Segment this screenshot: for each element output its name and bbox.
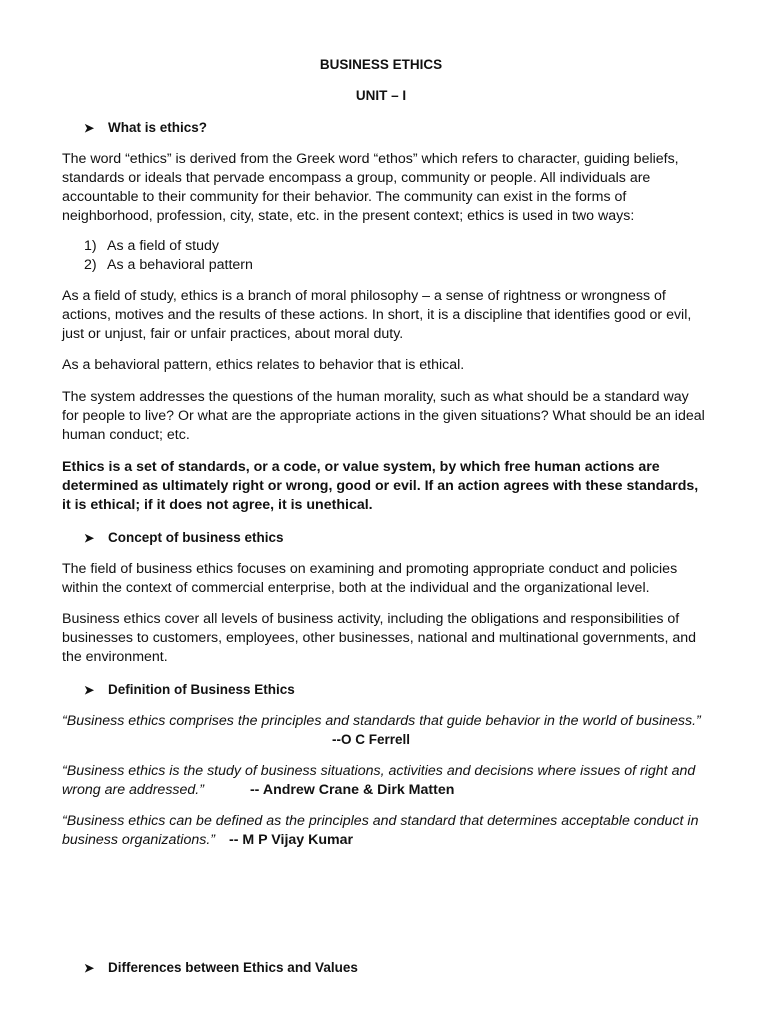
list-item: [84, 256, 253, 275]
heading-differences-ethics-values: [84, 958, 358, 978]
ethics-intro-paragraph: The word “ethics” is derived from the Greek word “ethos” which refers to character, guiding beliefs, standards or ideals that pervade encompass a group, community or people. All individuals are accountable to their community for their behavior. The community can exist in the forms of neighborhood, profession, city, state, etc. in the present context; ethics is used in two ways:: [62, 151, 679, 224]
quote-author-ferrell: --O C Ferrell: [331, 732, 410, 747]
ethics-definition-paragraph: Ethics is a set of standards, or a code, or value system, by which free human actions are determined as ultimately right or wrong, good or evil. If an action agrees with these standards, it is ethical; if it does not agree, it is unethical.: [62, 459, 699, 513]
quote-crane-matten: [62, 762, 702, 800]
list-item-number: 1): [84, 238, 97, 254]
list-item-text: As a behavioral pattern: [107, 257, 253, 273]
list-item-text: As a field of study: [107, 238, 219, 254]
heading-label: Definition of Business Ethics: [108, 682, 295, 697]
arrowhead-bullet-icon: ➤: [84, 531, 95, 545]
quote-author-crane-matten: -- Andrew Crane & Dirk Matten: [249, 782, 455, 798]
behavioral-pattern-paragraph: As a behavioral pattern, ethics relates to behavior that is ethical.: [62, 357, 465, 373]
arrowhead-bullet-icon: ➤: [84, 961, 95, 975]
quote-vijay-kumar: [62, 812, 702, 850]
heading-definition-business-ethics: [84, 680, 295, 700]
list-item-number: 2): [84, 257, 97, 273]
quote-text: “Business ethics is the study of business situations, activities and decisions where issues of right and wrong are addressed.”: [62, 763, 696, 798]
quote-text: “Business ethics can be defined as the principles and standard that determines acceptable conduct in business organizations.”: [62, 813, 699, 848]
quote-author-vijay-kumar: -- M P Vijay Kumar: [229, 832, 354, 848]
concept-paragraph-2: Business ethics cover all levels of business activity, including the obligations and responsibilities of businesses to customers, employees, other businesses, national and multinational governments, and the environment.: [62, 611, 697, 665]
heading-concept-business-ethics: [84, 528, 284, 548]
arrowhead-bullet-icon: ➤: [84, 683, 95, 697]
unit-title: UNIT – I: [355, 88, 407, 103]
ethics-usage-list: [84, 237, 253, 275]
list-item: [84, 237, 253, 256]
quote-ferrell: “Business ethics comprises the principles and standards that guide behavior in the world of business.”: [62, 713, 701, 729]
heading-label: Differences between Ethics and Values: [108, 960, 358, 975]
field-of-study-paragraph: As a field of study, ethics is a branch of moral philosophy – a sense of rightness or wrongness of actions, motives and the results of these actions. In short, it is a discipline that identifies good or evil, just or unjust, fair or unfair practices, about moral duty.: [62, 288, 692, 342]
heading-label: What is ethics?: [108, 120, 208, 135]
document-title: BUSINESS ETHICS: [319, 57, 443, 72]
heading-label: Concept of business ethics: [108, 530, 284, 545]
concept-paragraph-1: The field of business ethics focuses on examining and promoting appropriate conduct and policies within the context of commercial enterprise, both at the individual and the organizational level.: [62, 561, 678, 596]
arrowhead-bullet-icon: ➤: [84, 121, 95, 135]
system-paragraph: The system addresses the questions of the human morality, such as what should be a standard way for people to live? Or what are the appropriate actions in the given situations? What should be an ideal human conduct; etc.: [62, 389, 705, 443]
heading-what-is-ethics: [84, 118, 207, 138]
